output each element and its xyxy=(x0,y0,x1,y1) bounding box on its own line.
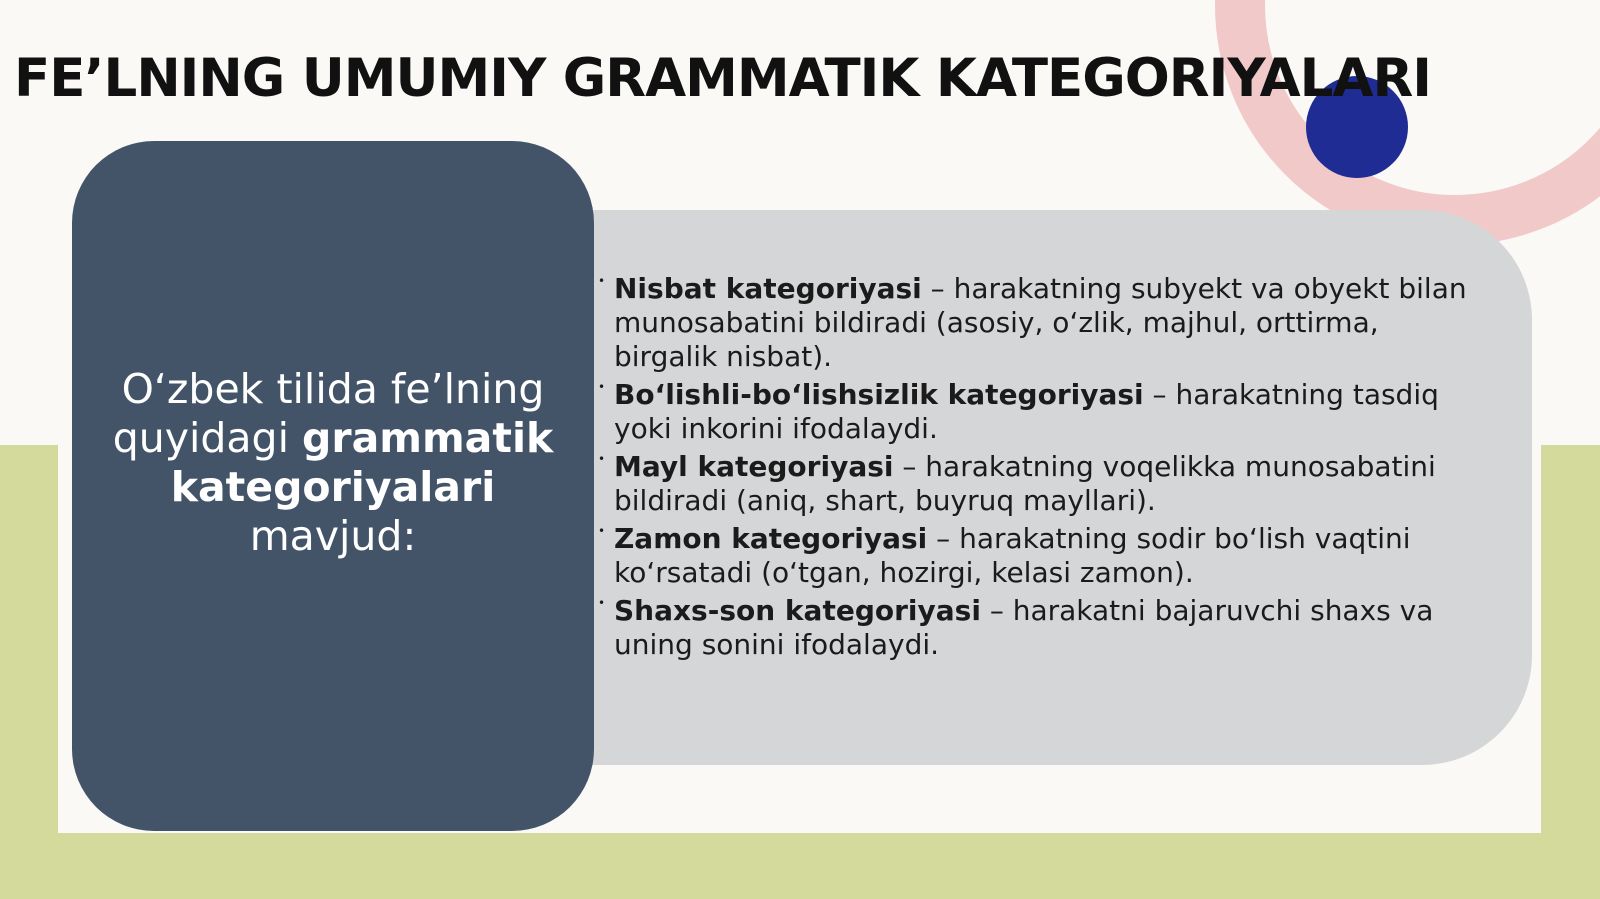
bullet-icon: • xyxy=(598,274,606,288)
category-description: – harakatning sodir bo‘lish vaqtini ko‘rsatadi (o‘tgan, hozirgi, kelasi zamon). xyxy=(614,522,1411,589)
category-item-zamon xyxy=(598,522,1490,590)
bullet-icon: • xyxy=(598,596,606,610)
category-name: Bo‘lishli-bo‘lishsizlik kategoriyasi xyxy=(614,378,1144,411)
category-name: Nisbat kategoriyasi xyxy=(614,272,922,305)
category-name: Shaxs-son kategoriyasi xyxy=(614,594,981,627)
category-description: – harakatning subyekt va obyekt bilan munosabatini bildiradi (asosiy, o‘zlik, majhul, orttirma, birgalik nisbat). xyxy=(614,272,1467,373)
category-description: – harakatni bajaruvchi shaxs va uning sonini ifodalaydi. xyxy=(614,594,1434,661)
category-item-nisbat xyxy=(598,272,1490,374)
intro-panel xyxy=(72,141,594,831)
category-description: – harakatning tasdiq yoki inkorini ifodalaydi. xyxy=(614,378,1439,445)
slide-title: FE’LNING UMUMIY GRAMMATIK KATEGORIYALARI xyxy=(14,48,1431,109)
category-item-shaxs-son xyxy=(598,594,1490,662)
category-list xyxy=(598,272,1490,666)
bullet-icon: • xyxy=(598,380,606,394)
intro-text-start: O‘zbek tilida fe’lning quyidagi xyxy=(112,364,545,462)
bullet-icon: • xyxy=(598,452,606,466)
bullet-icon: • xyxy=(598,524,606,538)
intro-text xyxy=(103,365,563,562)
category-description: – harakatning voqelikka munosabatini bildiradi (aniq, shart, buyruq mayllari). xyxy=(614,450,1436,517)
category-item-bolishli xyxy=(598,378,1490,446)
intro-text-end: mavjud: xyxy=(249,512,417,561)
intro-text-bold: grammatik kategoriyalari xyxy=(170,413,554,511)
category-name: Mayl kategoriyasi xyxy=(614,450,894,483)
category-item-mayl xyxy=(598,450,1490,518)
category-name: Zamon kategoriyasi xyxy=(614,522,928,555)
